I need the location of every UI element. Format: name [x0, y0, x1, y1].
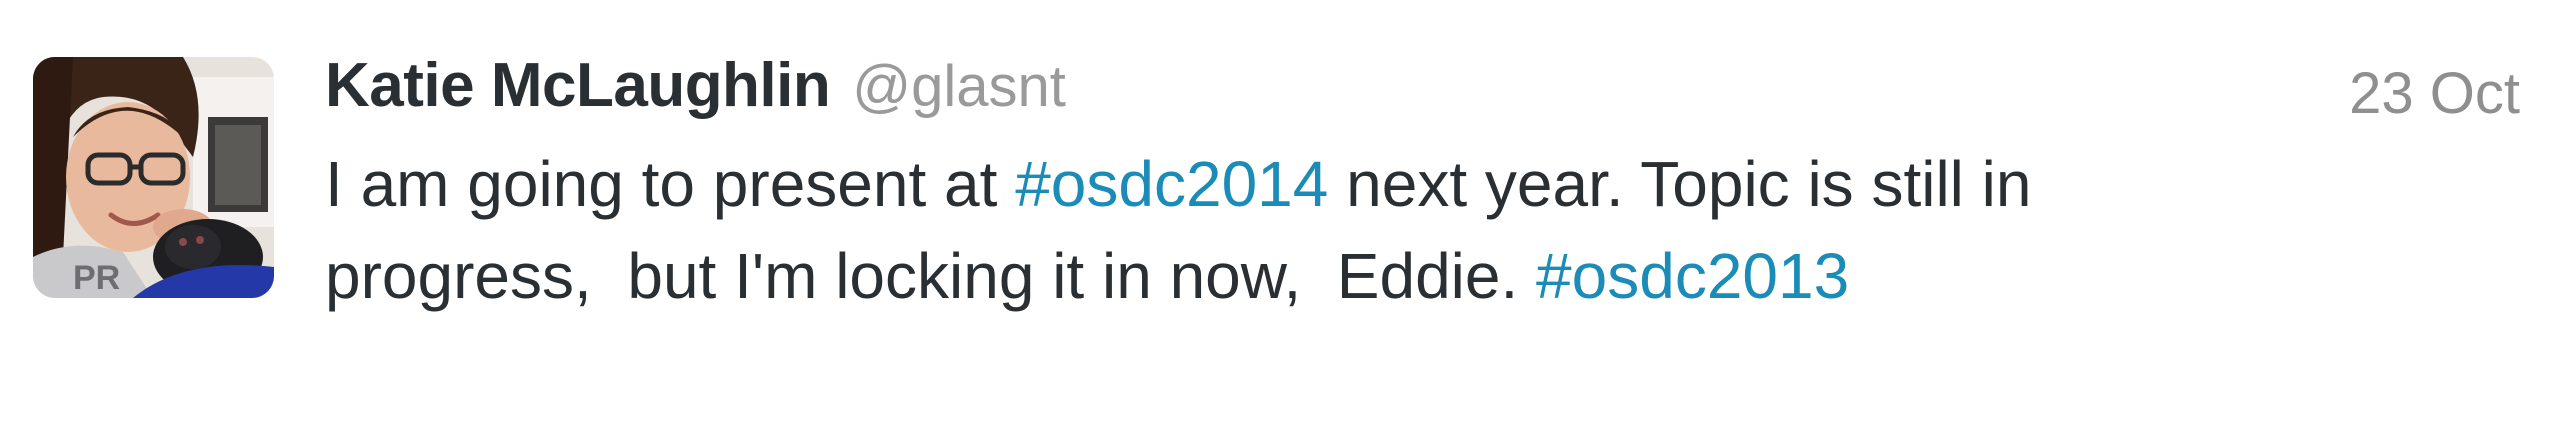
text-segment: progress, but I'm locking it in now, Eddie. [325, 240, 1537, 312]
avatar-photo-icon [33, 57, 274, 298]
tweet-text-line-1 [325, 138, 2425, 230]
author-avatar[interactable] [33, 57, 274, 298]
text-segment: I am going to present at [325, 148, 1016, 220]
text-segment: next year. Topic is still in [1328, 148, 2032, 220]
svg-text:PR: PR [73, 259, 121, 297]
tweet-header [325, 50, 1066, 130]
tweet-text [325, 138, 2425, 322]
hashtag-link-osdc2014[interactable]: #osdc2014 [1015, 148, 1329, 220]
tweet-timestamp[interactable]: 23 Oct [2349, 61, 2520, 126]
author-handle[interactable]: @glasnt [852, 54, 1066, 119]
hashtag-link-osdc2013[interactable]: #osdc2013 [1536, 240, 1850, 312]
author-name[interactable]: Katie McLaughlin [325, 51, 831, 120]
tweet-text-line-2 [325, 230, 2425, 322]
